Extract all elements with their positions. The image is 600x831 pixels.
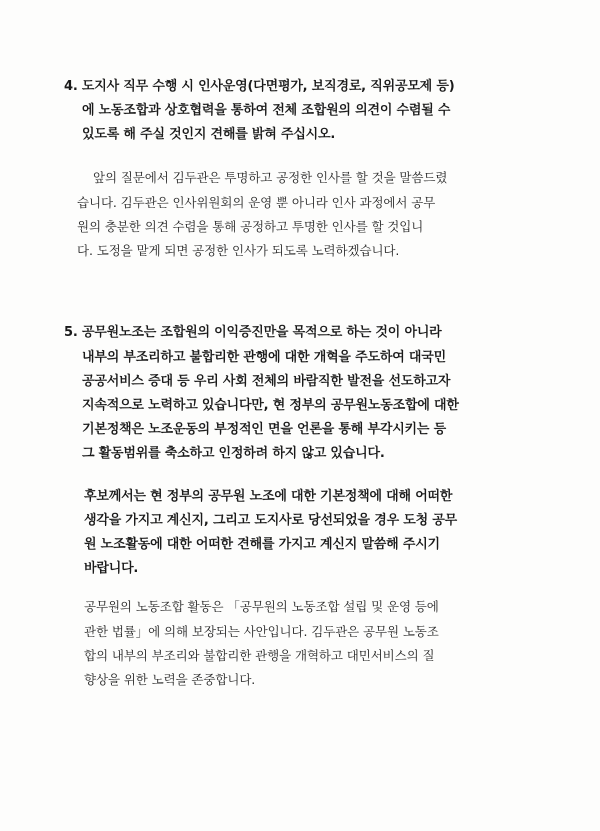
question-5-line: 그 활동범위를 축소하고 인정하려 하지 않고 있습니다. [82,446,385,461]
question-5-follow-up-line: 원 노조활동에 대한 어떠한 견해를 가지고 계신지 말씀해 주시기 [84,537,440,552]
question-5-follow-up-line: 바랍니다. [84,561,139,576]
answer-5-line: 향상을 위한 노력을 존중합니다. [84,672,256,687]
question-4-line: 4. 도지사 직무 수행 시 인사운영(다면평가, 보직경로, 직위공모제 등) [64,79,455,94]
question-5-line: 공공서비스 증대 등 우리 사회 전체의 바람직한 발전을 선도하고자 [82,374,451,389]
answer-5-line: 관한 법률」에 의해 보장되는 사안입니다. 김두관은 공무원 노동조 [84,624,439,639]
question-5-line: 5. 공무원노조는 조합원의 이익증진만을 목적으로 하는 것이 아니라 [64,325,442,340]
question-5-line: 기본정책은 노조운동의 부정적인 면을 언론을 통해 부각시키는 등 [82,422,446,437]
question-4-line: 에 노동조합과 상호협력을 통하여 전체 조합원의 의견이 수렴될 수 [82,103,451,118]
answer-4-line: 다. 도정을 맡게 되면 공정한 인사가 되도록 노력하겠습니다. [77,243,400,258]
question-5-follow-up-line: 후보께서는 현 정부의 공무원 노조에 대한 기본정책에 대해 어떠한 [84,489,453,504]
question-5-line: 내부의 부조리하고 불합리한 관행에 대한 개혁을 주도하여 대국민 [82,350,446,365]
answer-4-line: 원의 충분한 의견 수렴을 통해 공정하고 투명한 인사를 할 것입니 [77,219,424,234]
answer-5-line: 공무원의 노동조합 활동은 「공무원의 노동조합 설립 및 운영 등에 [84,599,439,614]
question-4-line: 있도록 해 주실 것인지 견해를 밝혀 주십시오. [82,127,336,142]
answer-4-line: 습니다. 김두관은 인사위원회의 운영 뿐 아니라 인사 과정에서 공무 [77,195,436,210]
answer-4-line: 앞의 질문에서 김두관은 투명하고 공정한 인사를 할 것을 말씀드렸 [93,170,448,185]
answer-5-line: 합의 내부의 부조리와 불합리한 관행을 개혁하고 대민서비스의 질 [84,648,435,663]
question-5-follow-up-line: 생각을 가지고 계신지, 그리고 도지사로 당선되었을 경우 도청 공무 [84,513,458,528]
question-5-line: 지속적으로 노력하고 있습니다만, 현 정부의 공무원노동조합에 대한 [82,398,459,413]
